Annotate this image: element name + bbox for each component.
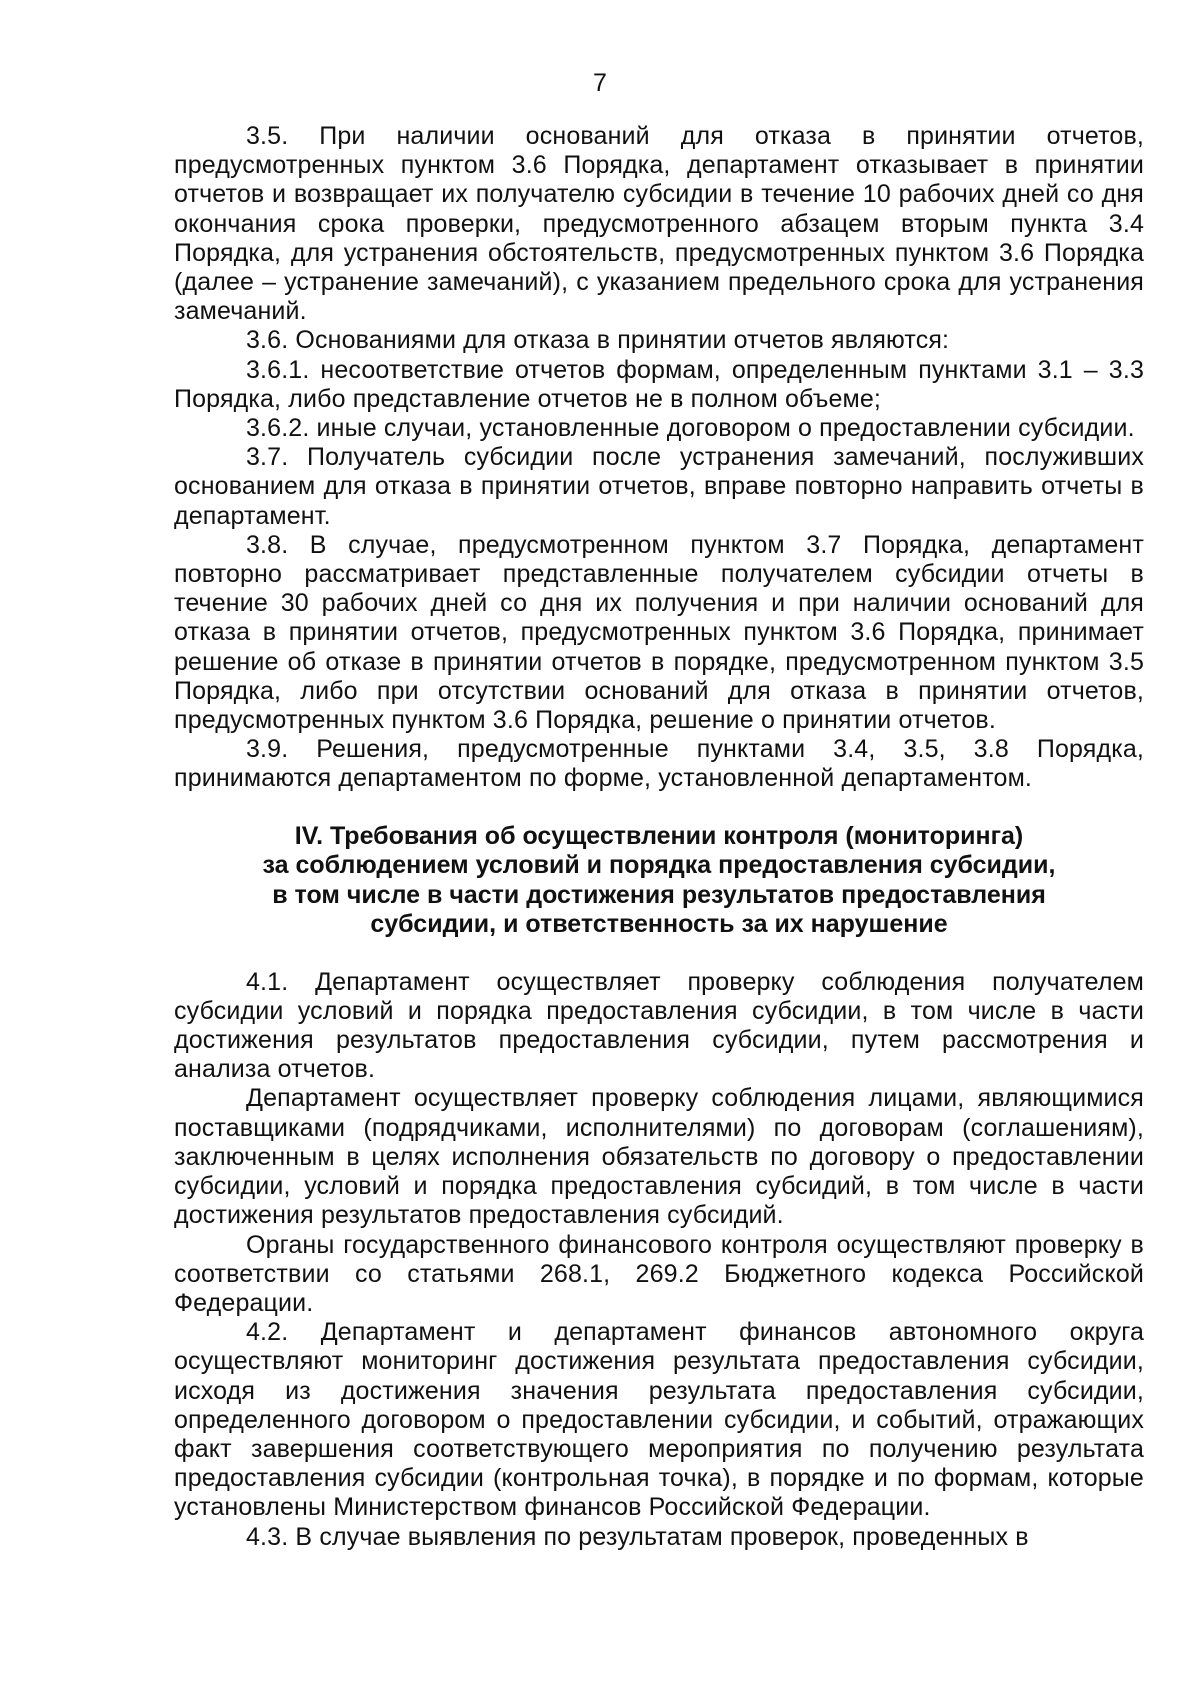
section-heading-line: в том числе в части достижения результатов предоставления — [272, 880, 1046, 909]
section-heading-line: IV. Требования об осуществлении контроля (мониторинга) — [294, 821, 1024, 850]
section-heading — [174, 822, 1144, 940]
page-number: 7 — [593, 69, 607, 97]
paragraph-4-1-state-control: Органы государственного финансового контроля осуществляют проверку в соответствии со статьями 268.1, 269.2 Бюджетного кодекса Российской Федерации. — [174, 1230, 1144, 1317]
document-body — [174, 122, 1144, 1552]
paragraph-4-1: 4.1. Департамент осуществляет проверку соблюдения получателем субсидии условий и порядка предоставления субсидии, в том числе в части достижения результатов предоставления субсидии, путем рассмотрения и анализа отчетов. — [174, 967, 1144, 1084]
section-heading-line: субсидии, и ответственность за их нарушение — [370, 910, 948, 939]
paragraph-3-6: 3.6. Основаниями для отказа в принятии отчетов являются: — [246, 326, 950, 355]
paragraph-4-1-suppliers: Департамент осуществляет проверку соблюдения лицами, являющимися поставщиками (подрядчиками, исполнителями) по договорам (соглашениям), заключенным в целях исполнения обязательств по договору о предоставлении субсидии, условий и порядка предоставления субсидий, в том числе в части достижения результатов предоставления субсидий. — [174, 1084, 1144, 1230]
paragraph-4-2: 4.2. Департамент и департамент финансов автономного округа осуществляют мониторинг достижения результата предоставления субсидии, исходя из достижения значения результата предоставления субсидии, определенного договором о предоставлении субсидии, и событий, отражающих факт завершения соответствующего мероприятия по получению результата предоставления субсидии (контрольная точка), в порядке и по формам, которые установлены Министерством финансов Российской Федерации. — [174, 1318, 1144, 1522]
paragraph-3-7: 3.7. Получатель субсидии после устранения замечаний, послуживших основанием для отказа в принятии отчетов, вправе повторно направить отчеты в департамент. — [174, 443, 1144, 530]
paragraph-4-3: 4.3. В случае выявления по результатам проверок, проведенных в — [246, 1522, 1029, 1551]
paragraph-3-5: 3.5. При наличии оснований для отказа в принятии отчетов, предусмотренных пунктом 3.6 Порядка, департамент отказывает в принятии отчетов и возвращает их получателю субсидии в течение 10 рабочих дней со дня окончания срока проверки, предусмотренного абзацем вторым пункта 3.4 Порядка, для устранения обстоятельств, предусмотренных пунктом 3.6 Порядка (далее – устранение замечаний), с указанием предельного срока для устранения замечаний. — [174, 122, 1144, 326]
paragraph-3-6-2: 3.6.2. иные случаи, установленные договором о предоставлении субсидии. — [246, 414, 1135, 443]
section-heading-line: за соблюдением условий и порядка предоставления субсидии, — [262, 851, 1056, 880]
paragraph-3-9: 3.9. Решения, предусмотренные пунктами 3.4, 3.5, 3.8 Порядка, принимаются департаментом по форме, установленной департаментом. — [174, 735, 1144, 793]
paragraph-3-8: 3.8. В случае, предусмотренном пунктом 3.7 Порядка, департамент повторно рассматривает представленные получателем субсидии отчеты в течение 30 рабочих дней со дня их получения и при наличии оснований для отказа в принятии отчетов, предусмотренных пунктом 3.6 Порядка, принимает решение об отказе в принятии отчетов в порядке, предусмотренном пунктом 3.5 Порядка, либо при отсутствии оснований для отказа в принятии отчетов, предусмотренных пунктом 3.6 Порядка, решение о принятии отчетов. — [174, 530, 1144, 735]
paragraph-3-6-1: 3.6.1. несоответствие отчетов формам, определенным пунктами 3.1 – 3.3 Порядка, либо представление отчетов не в полном объеме; — [174, 355, 1144, 413]
